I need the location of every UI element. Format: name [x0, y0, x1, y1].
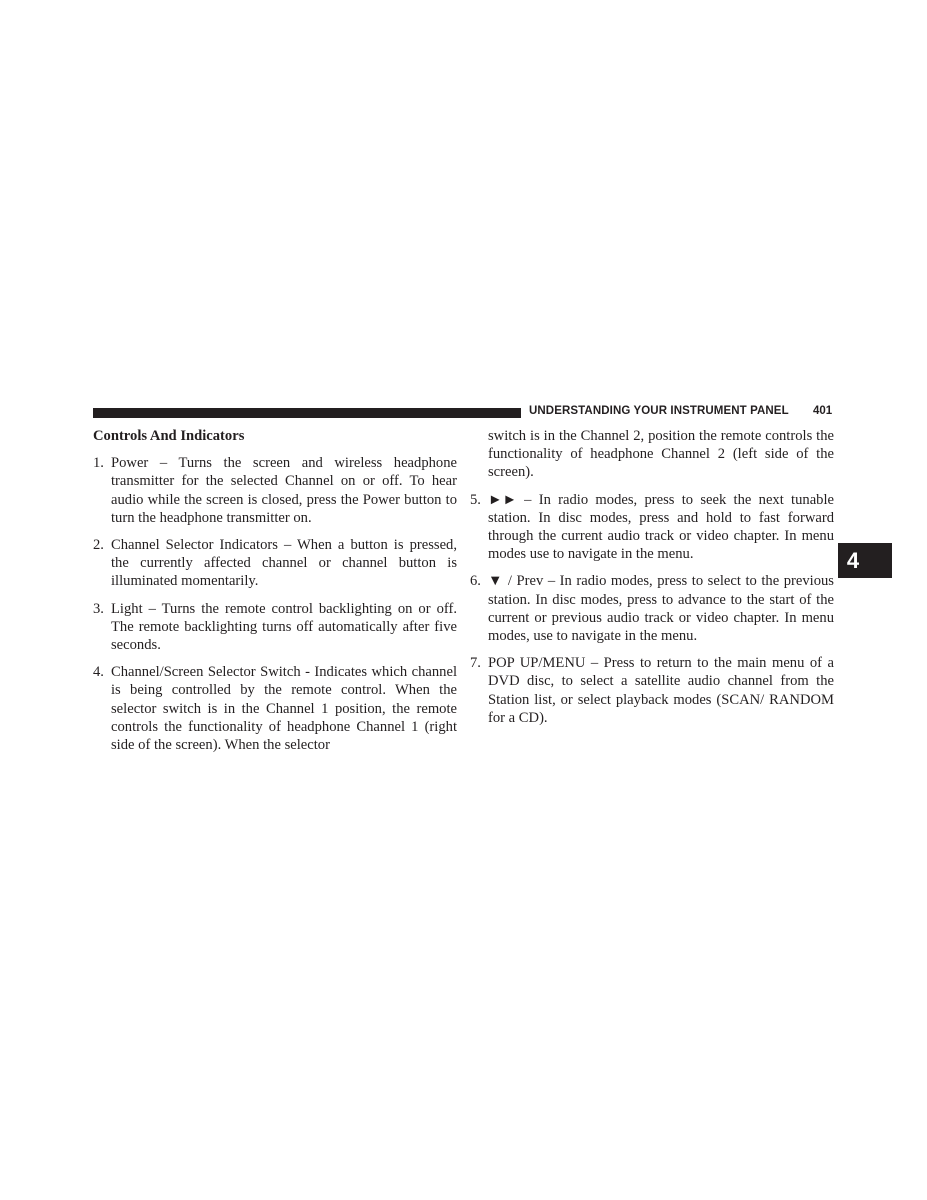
left-item-list [93, 454, 457, 754]
item-number: 2. [93, 537, 104, 554]
item-text: Channel/Screen Selector Switch - Indicates which channel is being controlled by the remote control. When the selector switch is in the Channel 1 position, the remote controls the functionality of headphone Channel 1 (right side of the screen). When the selector [111, 664, 457, 754]
item-text: Power – Turns the screen and wireless headphone transmitter for the selected Channel on or off. To hear audio while the screen is closed, press the Power button to turn the headphone transmitter on. [111, 455, 457, 526]
page-number: 401 [813, 405, 833, 417]
item-number: 6. [470, 573, 481, 590]
list-item [470, 491, 834, 564]
list-item [93, 663, 457, 754]
list-item [470, 572, 834, 645]
item-text: ►► – In radio modes, press to seek the next tunable station. In disc modes, press and hold to fast forward through the current audio track or video chapter. In menu modes use to navigate in the menu. [488, 491, 834, 563]
list-item [93, 600, 457, 655]
list-item [93, 536, 457, 591]
list-item [93, 454, 457, 527]
running-header-title: UNDERSTANDING YOUR INSTRUMENT PANEL [529, 405, 789, 417]
item-text: ▼ / Prev – In radio modes, press to select to the previous station. In disc modes, press to advance to the start of the current or previous audio track or video chapter. In menu modes, use to navigate in the menu. [488, 573, 834, 645]
right-column [470, 427, 834, 736]
list-item [470, 654, 834, 727]
left-column [93, 427, 457, 763]
chapter-tab: 4 [838, 543, 892, 578]
section-title: Controls And Indicators [93, 428, 245, 444]
item-number: 4. [93, 664, 104, 681]
item-text: Channel Selector Indicators – When a button is pressed, the currently affected channel or channel button is illuminated momentarily. [111, 537, 457, 590]
item-continuation: switch is in the Channel 2, position the remote controls the functionality of headphone Channel 2 (left side of the screen). [488, 428, 834, 481]
item-text: POP UP/MENU – Press to return to the main menu of a DVD disc, to select a satellite audio channel from the Station list, or select playback modes (SCAN/ RANDOM for a CD). [488, 655, 834, 726]
item-text: Light – Turns the remote control backlighting on or off. The remote backlighting turns off automatically after five seconds. [111, 600, 457, 654]
header-rule [93, 408, 521, 418]
right-item-list [470, 491, 834, 727]
item-number: 3. [93, 600, 104, 617]
item-number: 7. [470, 655, 481, 672]
item-number: 1. [93, 455, 104, 472]
item-number: 5. [470, 491, 481, 508]
